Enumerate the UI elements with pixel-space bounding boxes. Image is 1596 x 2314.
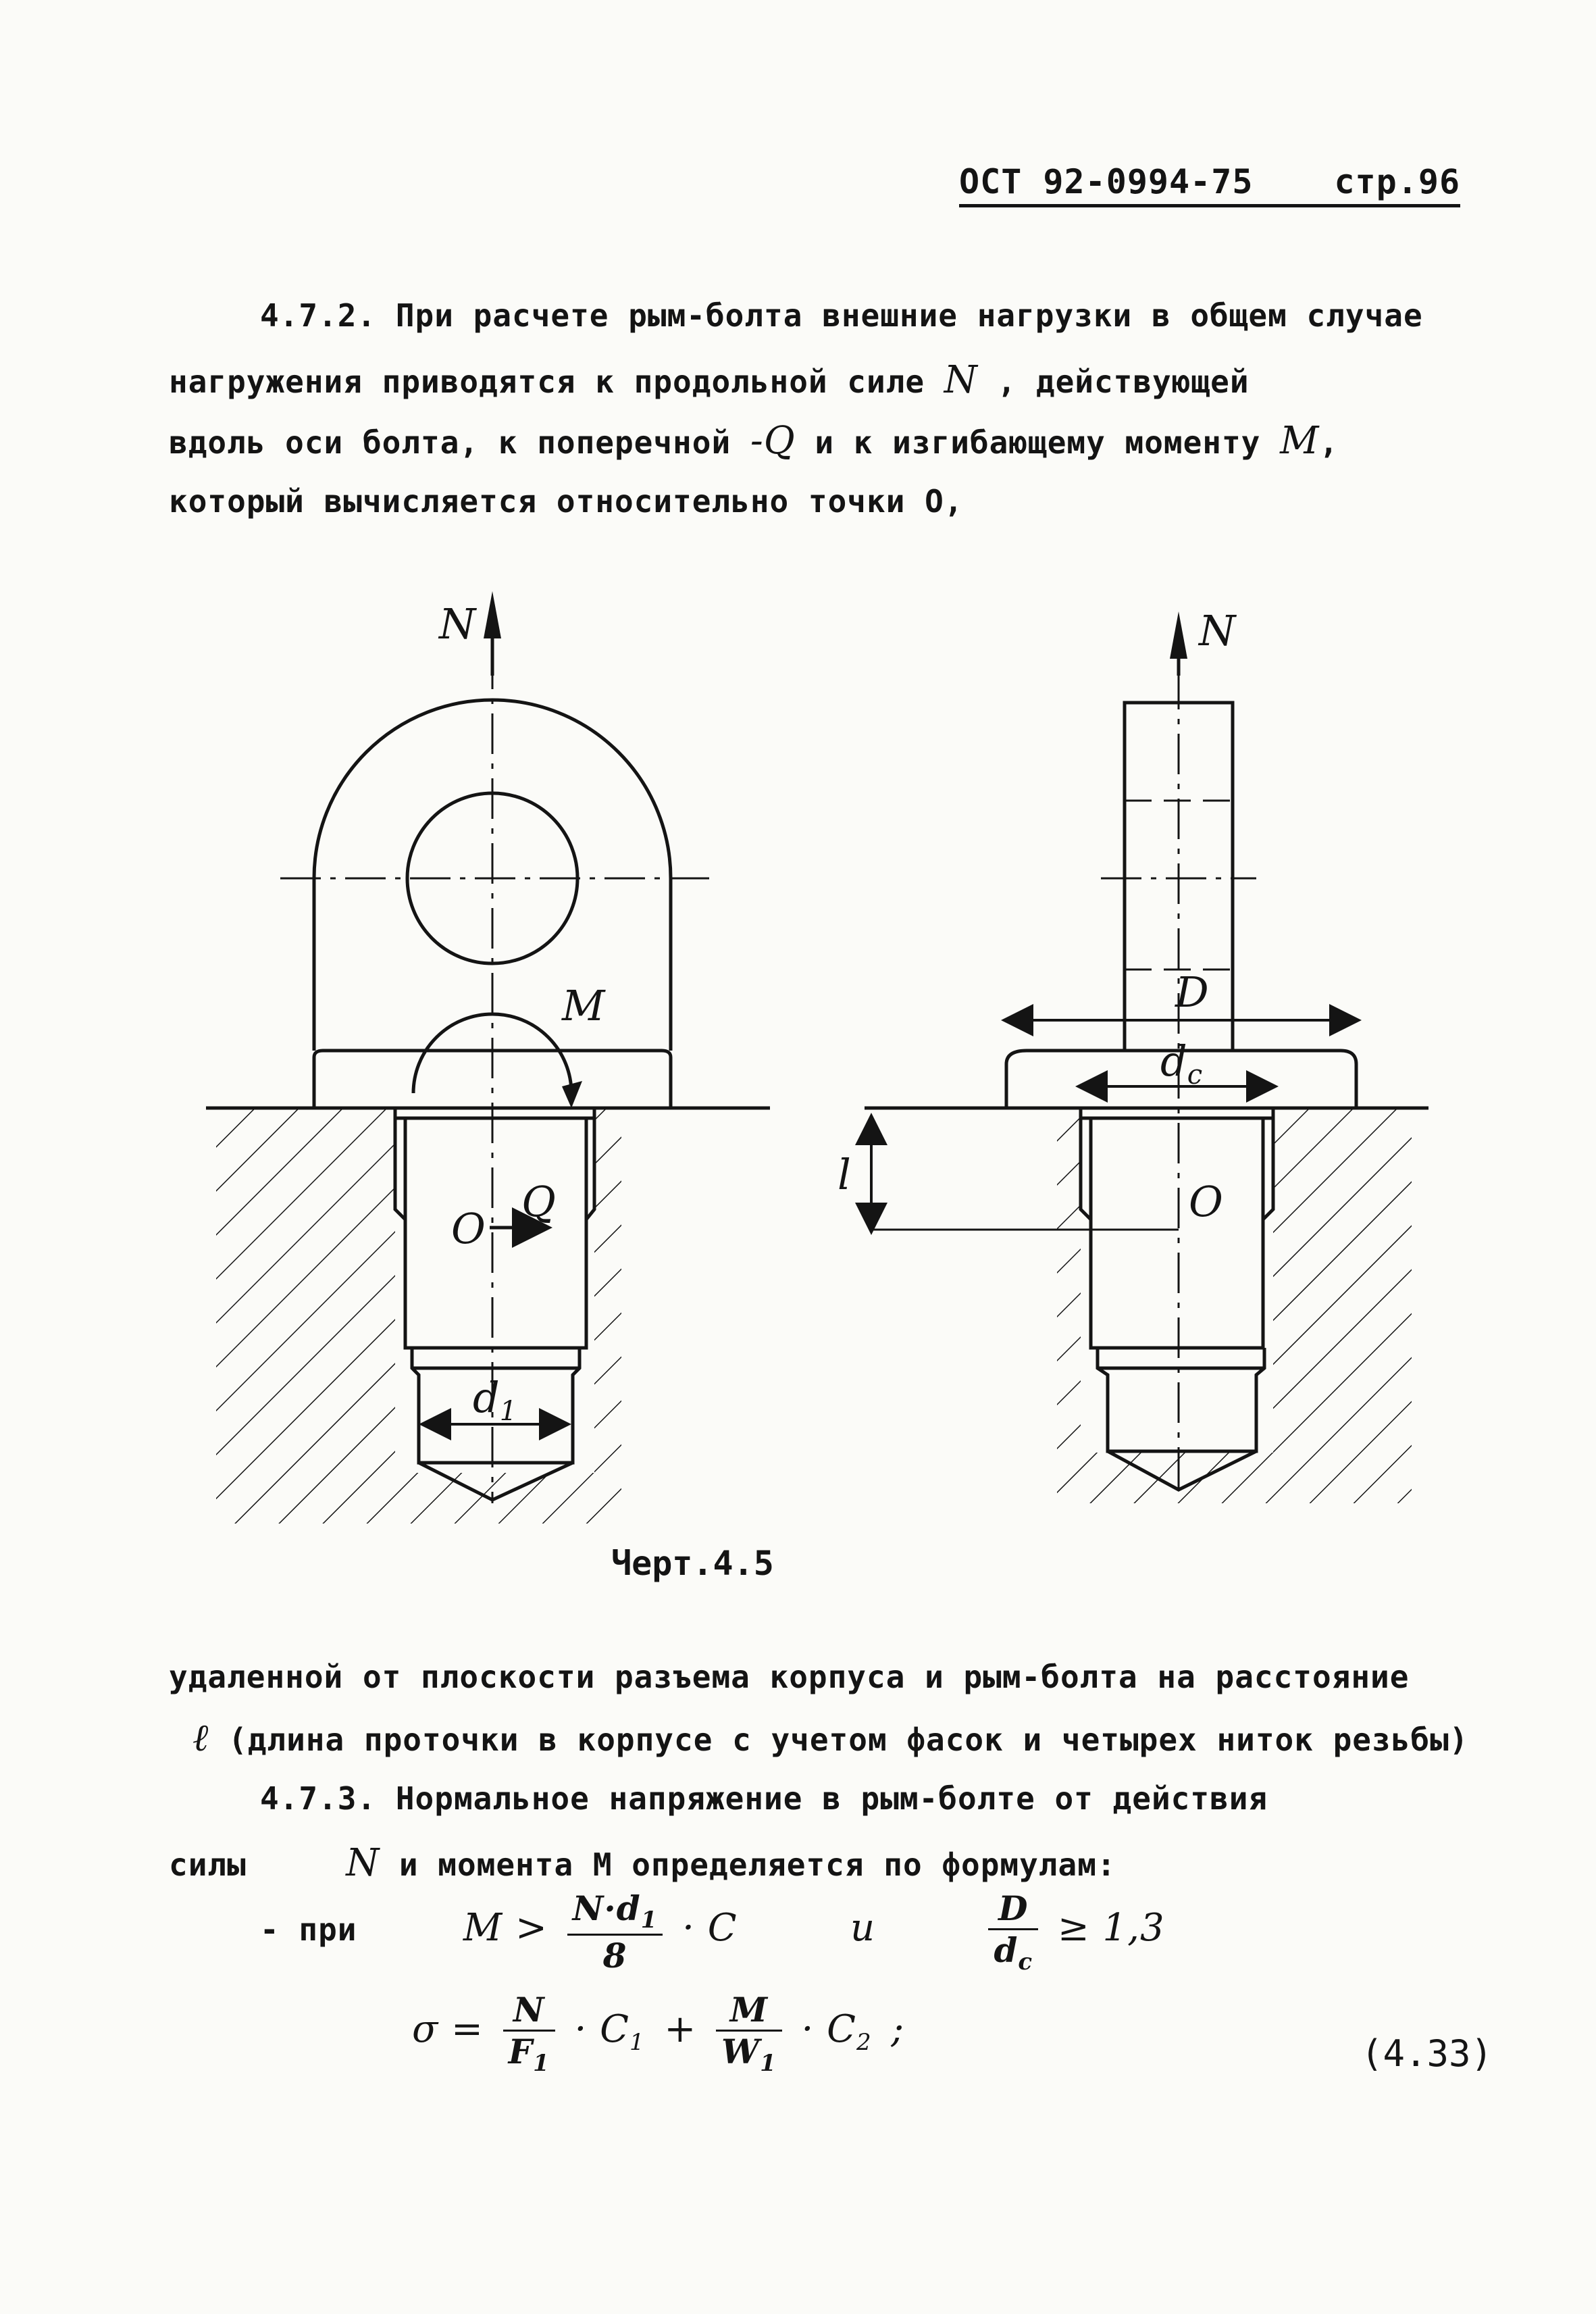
page-label: стр.96 <box>1334 162 1461 201</box>
doc-code: ОСТ 92-0994-75 <box>959 162 1254 201</box>
para-4-7-2-line3: вдоль оси болта, к поперечной -Q и к изгибающему моменту M, <box>169 419 1339 463</box>
para-4-7-2-line2: нагружения приводятся к продольной силе N , действующей <box>169 358 1250 402</box>
label-d: D <box>1175 967 1209 1017</box>
label-n-right: N <box>1199 606 1236 655</box>
moment-arrowhead <box>562 1081 582 1108</box>
label-q: Q <box>521 1177 556 1226</box>
label-n-left: N <box>439 599 476 649</box>
para-4-7-2-line4: который вычисляется относительно точки O, <box>169 483 964 520</box>
para-4-7-2-line1: 4.7.2. При расчете рым-болта внешние нагрузки в общем случае <box>260 297 1423 334</box>
fraction-m-w1: $\frac{M}{W_1}$ <box>716 1990 782 2077</box>
force-arrow-right <box>1170 611 1187 659</box>
label-o-left: O <box>451 1204 486 1253</box>
para-cont-line2: ℓ (длина проточки в корпусе с учетом фасок и четырех ниток резьбы) <box>192 1716 1469 1760</box>
right-view <box>865 703 1428 1503</box>
figure-caption: Черт.4.5 <box>611 1544 774 1583</box>
label-d1: d1 <box>473 1373 517 1427</box>
label-dc: dc <box>1160 1036 1203 1090</box>
formula-4-33: σ = $\frac{N}{F_1}$ · $C_1$ + $\frac{M}{W_1}$ · $C_2$ ; <box>412 1990 905 2077</box>
equation-number: (4.33) <box>1361 2032 1493 2075</box>
symbol-n: N <box>944 358 978 402</box>
symbol-l: ℓ <box>192 1716 209 1760</box>
condition-line: - при M > $\frac{N\cdot d_1}{8}$ · C и $\frac{D}{d_c}$ ≥ 1,3 <box>260 1888 1165 1976</box>
symbol-q: -Q <box>750 419 796 463</box>
fraction-nd1-8: $\frac{N\cdot d_1}{8}$ <box>567 1888 663 1976</box>
symbol-m: M <box>1280 419 1320 463</box>
label-m: M <box>562 981 605 1030</box>
force-arrow-left <box>484 591 501 638</box>
label-o-right: O <box>1189 1177 1223 1226</box>
fraction-d-dc: $\frac{D}{d_c}$ <box>988 1888 1038 1976</box>
para-cont-line1: удаленной от плоскости разъема корпуса и рым-болта на расстояние <box>169 1659 1410 1695</box>
label-l: l <box>838 1150 851 1199</box>
thread-right <box>1098 1348 1264 1451</box>
para-4-7-3-line2: силы N и момента M определяется по формулам: <box>169 1841 1116 1885</box>
symbol-n-2: N <box>346 1841 380 1885</box>
shank-right <box>1081 1108 1273 1348</box>
para-4-7-3-line1: 4.7.3. Нормальное напряжение в рым-болте от действия <box>260 1780 1268 1817</box>
fraction-n-f1: $\frac{N}{F_1}$ <box>503 1990 555 2077</box>
